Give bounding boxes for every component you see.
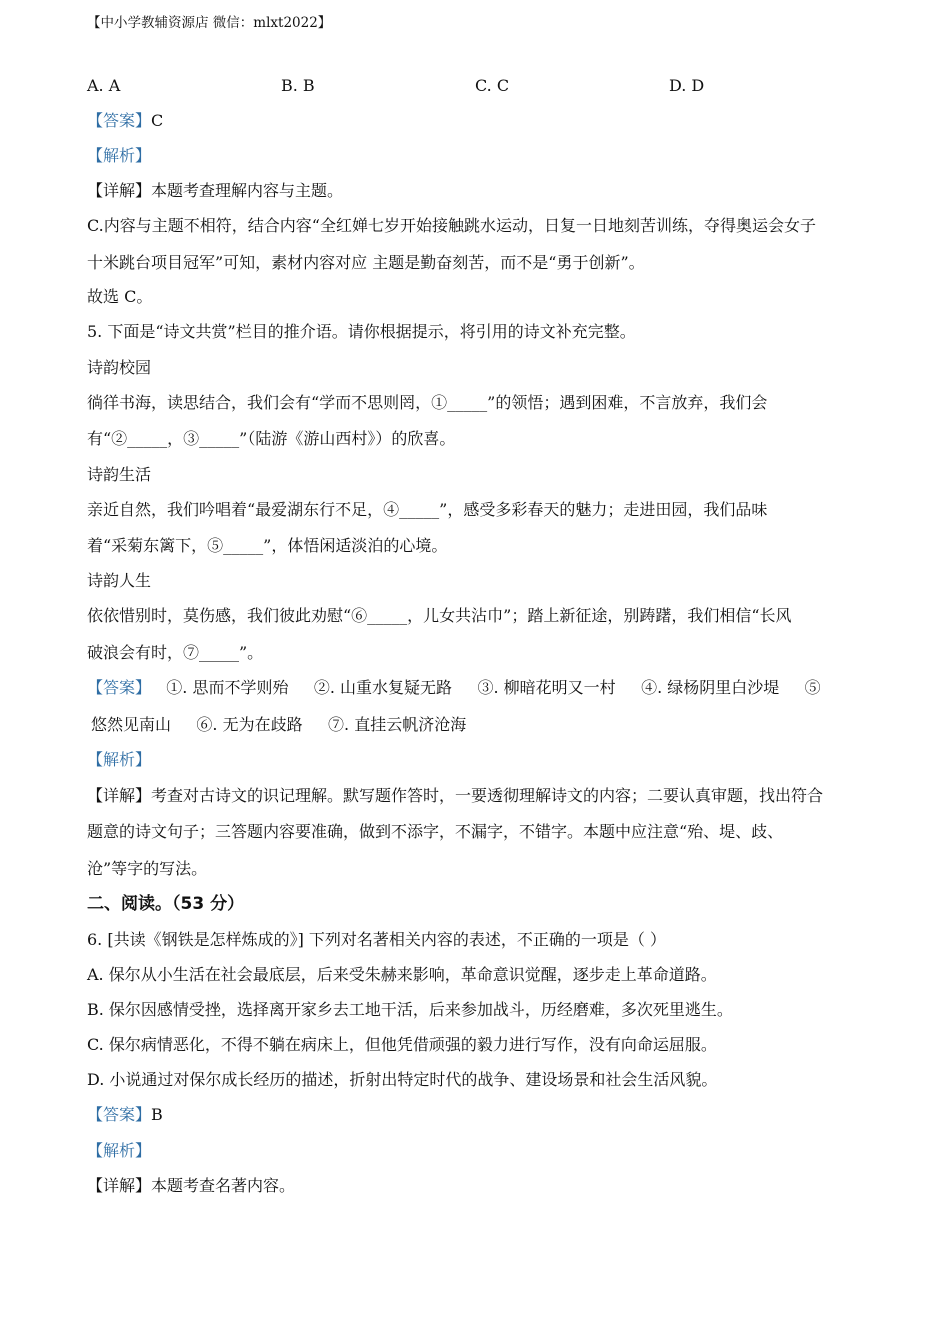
q6-option-a: A. 保尔从小生活在社会最底层，后来受朱赫来影响，革命意识觉醒，逐步走上革命道路。 <box>87 965 717 984</box>
q5-text-line: 依依惜别时，莫伤感，我们彼此劝慰“⑥_____，儿女共沾巾”；踏上新征途，别踌躇，我们相信“长风 <box>87 606 792 625</box>
q6-analysis-tag: 【解析】 <box>87 1141 152 1160</box>
q5-analysis-tag: 【解析】 <box>87 750 152 769</box>
q6-option-d: D. 小说通过对保尔成长经历的描述，折射出特定时代的战争、建设场景和社会生活风貌。 <box>87 1070 718 1089</box>
answer-value: ①. 思而不学则殆 ②. 山重水复疑无路 ③. 柳暗花明又一村 ④. 绿杨阴里白沙堤 ⑤ <box>151 678 821 697</box>
q6-stem: 6. [共读《钢铁是怎样炼成的》] 下列对名著相关内容的表述，不正确的一项是（ ） <box>87 930 667 949</box>
q4-detail-line: 故选 C。 <box>87 287 153 306</box>
q5-text-line: 破浪会有时，⑦_____”。 <box>87 643 264 662</box>
answer-value: C <box>151 111 164 130</box>
q5-subtitle: 诗韵生活 <box>87 465 152 484</box>
option-b: B. B <box>281 76 315 95</box>
q6-option-b: B. 保尔因感情受挫，选择离开家乡去工地干活，后来参加战斗，历经磨难，多次死里逃生。 <box>87 1000 733 1019</box>
q4-detail-line: 【详解】本题考查理解内容与主题。 <box>87 181 344 200</box>
q6-option-c: C. 保尔病情恶化，不得不躺在病床上，但他凭借顽强的毅力进行写作，没有向命运屈服。 <box>87 1035 717 1054</box>
q5-text-line: 亲近自然，我们吟唱着“最爱湖东行不足，④_____”，感受多彩春天的魅力；走进田园，我们品味 <box>87 500 768 519</box>
option-c: C. C <box>475 76 510 95</box>
q5-answer-continued: 悠然见南山 ⑥. 无为在歧路 ⑦. 直挂云帆济沧海 <box>91 715 467 734</box>
q6-answer <box>87 1105 163 1125</box>
answer-tag: 【答案】 <box>87 111 152 130</box>
option-a: A. A <box>87 76 121 95</box>
q4-detail-line: C.内容与主题不相符，结合内容“全红婵七岁开始接触跳水运动，日复一日地刻苦训练，夺得奥运会女子 <box>87 216 816 235</box>
q5-detail-line: 题意的诗文句子；三答题内容要准确，做到不添字，不漏字，不错字。本题中应注意“殆、堤、歧、 <box>87 822 784 841</box>
page-header: 【中小学教辅资源店 微信：mlxt2022】 <box>87 15 332 31</box>
q5-subtitle: 诗韵校园 <box>87 358 152 377</box>
option-d: D. D <box>669 76 705 95</box>
q5-text-line: 有“②_____，③_____”（陆游《游山西村》）的欣喜。 <box>87 429 456 448</box>
q5-detail-line: 【详解】考查对古诗文的识记理解。默写题作答时，一要透彻理解诗文的内容；二要认真审题，找出符合 <box>87 786 824 805</box>
q4-answer <box>87 111 163 131</box>
q4-detail-line: 十米跳台项目冠军”可知，素材内容对应 主题是勤奋刻苦，而不是“勇于创新”。 <box>87 253 645 272</box>
q4-analysis-tag: 【解析】 <box>87 146 152 165</box>
q5-text-line: 着“采菊东篱下，⑤_____”，体悟闲适淡泊的心境。 <box>87 536 448 555</box>
answer-tag: 【答案】 <box>87 678 152 697</box>
q5-detail-line: 沧”等字的写法。 <box>87 859 208 878</box>
q6-detail-line: 【详解】本题考查名著内容。 <box>87 1176 296 1195</box>
q5-stem: 5. 下面是“诗文共赏”栏目的推介语。请你根据提示，将引用的诗文补充完整。 <box>87 322 636 341</box>
q5-subtitle: 诗韵人生 <box>87 571 152 590</box>
section-heading: 二、阅读。（53 分） <box>87 894 245 914</box>
answer-tag: 【答案】 <box>87 1105 152 1124</box>
answer-value: B <box>151 1105 163 1124</box>
q5-text-line: 徜徉书海，读思结合，我们会有“学而不思则罔，①_____”的领悟；遇到困难，不言放弃，我们会 <box>87 393 768 412</box>
q5-answer <box>87 678 821 698</box>
